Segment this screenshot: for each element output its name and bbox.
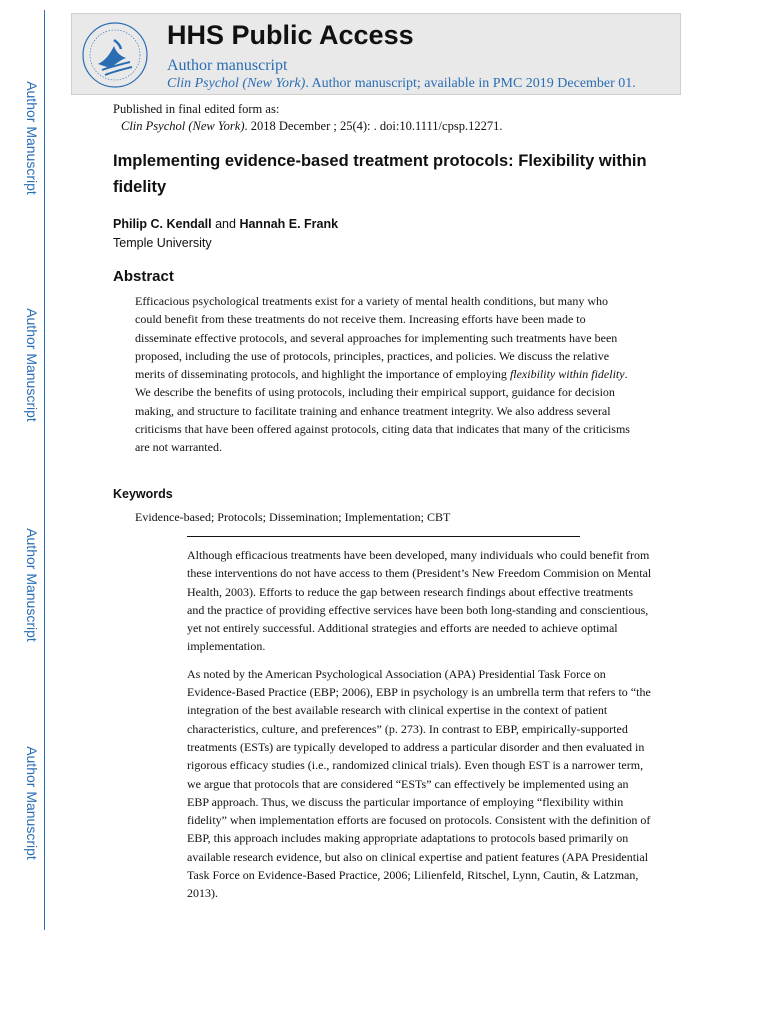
- section-divider: [187, 536, 580, 537]
- published-label: Published in final edited form as:: [113, 102, 280, 116]
- hhs-eagle-seal-icon: [80, 20, 150, 90]
- author-block: Philip C. Kendall and Hannah E. Frank Temple University: [113, 215, 338, 253]
- citation: Clin Psychol (New York). 2018 December ; 25(4): . doi:10.1111/cpsp.12271.: [121, 119, 503, 133]
- publication-info: [113, 101, 502, 135]
- abstract-heading: Abstract: [113, 268, 174, 285]
- affiliation: Temple University: [113, 236, 212, 250]
- article-title: Implementing evidence-based treatment protocols: Flexibility within fidelity: [113, 152, 647, 196]
- hhs-header: [71, 13, 681, 95]
- journal-name: Clin Psychol (New York): [167, 76, 306, 91]
- side-rail: [44, 10, 45, 930]
- body-paragraph: As noted by the American Psychological Association (APA) Presidential Task Force on Evidence-Based Practice (EBP; 2006), EBP in psychology is an umbrella term that refers to “the integration of the best available research with clinical expertise in the context of patient characteristics, culture, and preferences” (p. 273). In contrast to EBP, empirically-supported treatments (ESTs) are typically developed to address a particular disorder and then evaluated in rigorous efficacy studies (i.e., randomized clinical trials). Even though EST is a narrower term, we argue that protocols that are considered “ESTs” can effectively be implemented using an EBP approach. Thus, we discuss the particular importance of employing “flexibility within fidelity” when implementation efforts are focused on protocols. Consistent with the definition of EBP, this approach includes making appropriate adaptations to protocols based primarily on available research evidence, but also on clinical expertise and patient features (APA Presidential Task Force on Evidence-Based Practice, 2006; Lilienfeld, Ritschel, Lynn, Cautin, & Latzman, 2013).: [187, 666, 651, 901]
- author-name: Hannah E. Frank: [239, 217, 339, 231]
- abstract-text: Efficacious psychological treatments exist for a variety of mental health conditions, but many who could benefit from these treatments do not receive them. Increasing efforts have been made to disseminate effective protocols, and several approaches for implementing such treatments have been proposed, including the use of protocols, principles, practices, and policies. We discuss the relative merits of disseminating protocols, and highlight the importance of employing flexibility within fidelity. We describe the benefits of using protocols, including their empirical support, guidance for decision making, and structure to facilitate training and enhance treatment integrity. We also address several criticisms that have been offered against protocols, citing data that indicates that many of the criticisms are not warranted.: [135, 294, 630, 455]
- author-name: Philip C. Kendall: [113, 217, 212, 231]
- body-text: [187, 546, 652, 912]
- author-manuscript-label: Author manuscript: [167, 57, 288, 74]
- availability-line: Clin Psychol (New York). Author manuscript; available in PMC 2019 December 01.: [167, 76, 636, 91]
- hhs-title: HHS Public Access: [167, 20, 414, 50]
- keywords-text: Evidence-based; Protocols; Dissemination; Implementation; CBT: [135, 510, 451, 524]
- body-paragraph: Although efficacious treatments have been developed, many individuals who could benefit from these interventions do not have access to them (President’s New Freedom Commision on Mental Health, 2003). Efforts to reduce the gap between research findings about effective treatments and the practice of providing effective services have been both long-standing and conscientious, yet not entirely successful. Additional strategies and efforts are needed to achieve optimal implementation.: [187, 548, 652, 654]
- keywords-heading: Keywords: [113, 487, 173, 501]
